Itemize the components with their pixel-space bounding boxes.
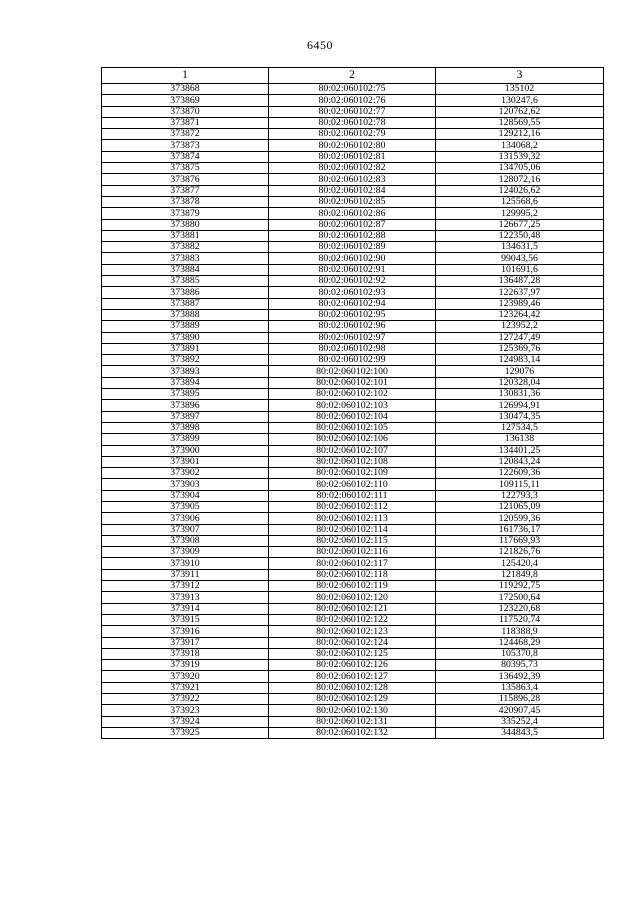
- table-row: [102, 558, 604, 569]
- cadastral-number-cell: 80:02:060102:75: [269, 84, 436, 95]
- cadastral-number-cell: 80:02:060102:132: [269, 727, 436, 738]
- value-cell: 161736,17: [436, 524, 604, 535]
- value-cell: 130831,36: [436, 389, 604, 400]
- cadastral-number-cell: 80:02:060102:125: [269, 648, 436, 659]
- column-header-2: 2: [269, 68, 436, 84]
- row-number-cell: 373907: [102, 524, 269, 535]
- table-row: [102, 490, 604, 501]
- table-row: [102, 140, 604, 151]
- row-number-cell: 373875: [102, 163, 269, 174]
- row-number-cell: 373915: [102, 614, 269, 625]
- cadastral-number-cell: 80:02:060102:109: [269, 468, 436, 479]
- table-row: [102, 648, 604, 659]
- cadastral-number-cell: 80:02:060102:124: [269, 637, 436, 648]
- table-row: [102, 389, 604, 400]
- row-number-cell: 373904: [102, 490, 269, 501]
- value-cell: 129995,2: [436, 208, 604, 219]
- table-row: [102, 321, 604, 332]
- row-number-cell: 373911: [102, 569, 269, 580]
- row-number-cell: 373909: [102, 547, 269, 558]
- row-number-cell: 373910: [102, 558, 269, 569]
- value-cell: 120843,24: [436, 456, 604, 467]
- table-row: [102, 603, 604, 614]
- row-number-cell: 373916: [102, 626, 269, 637]
- cadastral-number-cell: 80:02:060102:122: [269, 614, 436, 625]
- cadastral-number-cell: 80:02:060102:92: [269, 276, 436, 287]
- row-number-cell: 373891: [102, 343, 269, 354]
- table-row: [102, 309, 604, 320]
- row-number-cell: 373876: [102, 174, 269, 185]
- value-cell: 130474,35: [436, 411, 604, 422]
- table-row: [102, 332, 604, 343]
- cadastral-number-cell: 80:02:060102:104: [269, 411, 436, 422]
- table-row: [102, 366, 604, 377]
- table-row: [102, 581, 604, 592]
- cadastral-number-cell: 80:02:060102:96: [269, 321, 436, 332]
- row-number-cell: 373894: [102, 377, 269, 388]
- cadastral-number-cell: 80:02:060102:80: [269, 140, 436, 151]
- cadastral-number-cell: 80:02:060102:117: [269, 558, 436, 569]
- value-cell: 128072,16: [436, 174, 604, 185]
- cadastral-number-cell: 80:02:060102:110: [269, 479, 436, 490]
- cadastral-number-cell: 80:02:060102:129: [269, 694, 436, 705]
- row-number-cell: 373919: [102, 660, 269, 671]
- value-cell: 122609,36: [436, 468, 604, 479]
- value-cell: 122637,97: [436, 287, 604, 298]
- table-row: [102, 513, 604, 524]
- cadastral-number-cell: 80:02:060102:102: [269, 389, 436, 400]
- table-row: [102, 174, 604, 185]
- row-number-cell: 373917: [102, 637, 269, 648]
- value-cell: 129076: [436, 366, 604, 377]
- row-number-cell: 373896: [102, 400, 269, 411]
- row-number-cell: 373869: [102, 95, 269, 106]
- value-cell: 124026,62: [436, 185, 604, 196]
- table-row: [102, 637, 604, 648]
- value-cell: 117520,74: [436, 614, 604, 625]
- table-row: [102, 592, 604, 603]
- cadastral-number-cell: 80:02:060102:118: [269, 569, 436, 580]
- table-row: [102, 682, 604, 693]
- row-number-cell: 373886: [102, 287, 269, 298]
- table-row: [102, 219, 604, 230]
- table-row: [102, 400, 604, 411]
- table-row: [102, 377, 604, 388]
- value-cell: 136138: [436, 434, 604, 445]
- cadastral-number-cell: 80:02:060102:114: [269, 524, 436, 535]
- table-row: [102, 276, 604, 287]
- value-cell: 172500,64: [436, 592, 604, 603]
- value-cell: 119292,75: [436, 581, 604, 592]
- table-row: [102, 479, 604, 490]
- row-number-cell: 373903: [102, 479, 269, 490]
- column-header-1: 1: [102, 68, 269, 84]
- value-cell: 420907,45: [436, 705, 604, 716]
- table-row: [102, 445, 604, 456]
- table-row: [102, 264, 604, 275]
- value-cell: 121065,09: [436, 501, 604, 512]
- value-cell: 128569,55: [436, 117, 604, 128]
- cadastral-number-cell: 80:02:060102:86: [269, 208, 436, 219]
- table-row: [102, 196, 604, 207]
- row-number-cell: 373922: [102, 694, 269, 705]
- row-number-cell: 373890: [102, 332, 269, 343]
- row-number-cell: 373870: [102, 106, 269, 117]
- cadastral-number-cell: 80:02:060102:112: [269, 501, 436, 512]
- table-row: [102, 727, 604, 738]
- cadastral-number-cell: 80:02:060102:115: [269, 535, 436, 546]
- table-row: [102, 694, 604, 705]
- table-header: [102, 68, 604, 84]
- table-body: [102, 84, 604, 739]
- value-cell: 135863,4: [436, 682, 604, 693]
- cadastral-number-cell: 80:02:060102:106: [269, 434, 436, 445]
- value-cell: 121826,76: [436, 547, 604, 558]
- cadastral-number-cell: 80:02:060102:94: [269, 298, 436, 309]
- table-row: [102, 626, 604, 637]
- table-row: [102, 287, 604, 298]
- table-row: [102, 253, 604, 264]
- cadastral-number-cell: 80:02:060102:90: [269, 253, 436, 264]
- value-cell: 118388,9: [436, 626, 604, 637]
- value-cell: 134705,06: [436, 163, 604, 174]
- row-number-cell: 373892: [102, 355, 269, 366]
- value-cell: 105370,8: [436, 648, 604, 659]
- row-number-cell: 373925: [102, 727, 269, 738]
- row-number-cell: 373884: [102, 264, 269, 275]
- cadastral-number-cell: 80:02:060102:82: [269, 163, 436, 174]
- header-row: [102, 68, 604, 84]
- value-cell: 136492,39: [436, 671, 604, 682]
- value-cell: 123264,42: [436, 309, 604, 320]
- row-number-cell: 373872: [102, 129, 269, 140]
- table-row: [102, 614, 604, 625]
- value-cell: 134401,25: [436, 445, 604, 456]
- row-number-cell: 373873: [102, 140, 269, 151]
- value-cell: 127534,5: [436, 422, 604, 433]
- cadastral-number-cell: 80:02:060102:108: [269, 456, 436, 467]
- value-cell: 127247,49: [436, 332, 604, 343]
- table-row: [102, 242, 604, 253]
- row-number-cell: 373868: [102, 84, 269, 95]
- row-number-cell: 373906: [102, 513, 269, 524]
- table-row: [102, 422, 604, 433]
- row-number-cell: 373914: [102, 603, 269, 614]
- row-number-cell: 373902: [102, 468, 269, 479]
- value-cell: 134068,2: [436, 140, 604, 151]
- cadastral-number-cell: 80:02:060102:120: [269, 592, 436, 603]
- value-cell: 124983,14: [436, 355, 604, 366]
- table-row: [102, 230, 604, 241]
- table-row: [102, 117, 604, 128]
- cadastral-number-cell: 80:02:060102:130: [269, 705, 436, 716]
- cadastral-number-cell: 80:02:060102:113: [269, 513, 436, 524]
- row-number-cell: 373920: [102, 671, 269, 682]
- row-number-cell: 373874: [102, 151, 269, 162]
- cadastral-number-cell: 80:02:060102:121: [269, 603, 436, 614]
- cadastral-number-cell: 80:02:060102:77: [269, 106, 436, 117]
- value-cell: 115896,28: [436, 694, 604, 705]
- row-number-cell: 373883: [102, 253, 269, 264]
- row-number-cell: 373918: [102, 648, 269, 659]
- value-cell: 129212,16: [436, 129, 604, 140]
- cadastral-number-cell: 80:02:060102:87: [269, 219, 436, 230]
- value-cell: 109115,11: [436, 479, 604, 490]
- cadastral-number-cell: 80:02:060102:91: [269, 264, 436, 275]
- table-row: [102, 468, 604, 479]
- table-row: [102, 535, 604, 546]
- value-cell: 117669,93: [436, 535, 604, 546]
- value-cell: 120328,04: [436, 377, 604, 388]
- table-row: [102, 660, 604, 671]
- cadastral-number-cell: 80:02:060102:101: [269, 377, 436, 388]
- row-number-cell: 373898: [102, 422, 269, 433]
- value-cell: 134631,5: [436, 242, 604, 253]
- value-cell: 126994,91: [436, 400, 604, 411]
- value-cell: 123952,2: [436, 321, 604, 332]
- row-number-cell: 373923: [102, 705, 269, 716]
- value-cell: 126677,25: [436, 219, 604, 230]
- cadastral-number-cell: 80:02:060102:84: [269, 185, 436, 196]
- cadastral-number-cell: 80:02:060102:97: [269, 332, 436, 343]
- table-row: [102, 716, 604, 727]
- cadastral-number-cell: 80:02:060102:89: [269, 242, 436, 253]
- value-cell: 335252,4: [436, 716, 604, 727]
- row-number-cell: 373889: [102, 321, 269, 332]
- cadastral-number-cell: 80:02:060102:99: [269, 355, 436, 366]
- row-number-cell: 373901: [102, 456, 269, 467]
- table-row: [102, 298, 604, 309]
- value-cell: 120599,36: [436, 513, 604, 524]
- cadastral-number-cell: 80:02:060102:119: [269, 581, 436, 592]
- cadastral-number-cell: 80:02:060102:83: [269, 174, 436, 185]
- value-cell: 125568,6: [436, 196, 604, 207]
- row-number-cell: 373885: [102, 276, 269, 287]
- value-cell: 135102: [436, 84, 604, 95]
- value-cell: 344843,5: [436, 727, 604, 738]
- value-cell: 122350,48: [436, 230, 604, 241]
- table-row: [102, 355, 604, 366]
- row-number-cell: 373899: [102, 434, 269, 445]
- value-cell: 125420,4: [436, 558, 604, 569]
- value-cell: 101691,6: [436, 264, 604, 275]
- table-row: [102, 501, 604, 512]
- cadastral-number-cell: 80:02:060102:116: [269, 547, 436, 558]
- cadastral-number-cell: 80:02:060102:88: [269, 230, 436, 241]
- value-cell: 131539,32: [436, 151, 604, 162]
- table-row: [102, 84, 604, 95]
- cadastral-number-cell: 80:02:060102:95: [269, 309, 436, 320]
- value-cell: 124468,29: [436, 637, 604, 648]
- row-number-cell: 373888: [102, 309, 269, 320]
- row-number-cell: 373908: [102, 535, 269, 546]
- value-cell: 121849,8: [436, 569, 604, 580]
- value-cell: 136487,28: [436, 276, 604, 287]
- table-row: [102, 569, 604, 580]
- cadastral-number-cell: 80:02:060102:123: [269, 626, 436, 637]
- table-row: [102, 95, 604, 106]
- table-row: [102, 163, 604, 174]
- table-row: [102, 411, 604, 422]
- table-row: [102, 434, 604, 445]
- row-number-cell: 373900: [102, 445, 269, 456]
- cadastral-number-cell: 80:02:060102:78: [269, 117, 436, 128]
- value-cell: 120762,62: [436, 106, 604, 117]
- table-row: [102, 705, 604, 716]
- value-cell: 130247,6: [436, 95, 604, 106]
- cadastral-number-cell: 80:02:060102:107: [269, 445, 436, 456]
- table-row: [102, 106, 604, 117]
- row-number-cell: 373880: [102, 219, 269, 230]
- cadastral-number-cell: 80:02:060102:98: [269, 343, 436, 354]
- table-row: [102, 185, 604, 196]
- row-number-cell: 373924: [102, 716, 269, 727]
- table-row: [102, 456, 604, 467]
- cadastral-number-cell: 80:02:060102:103: [269, 400, 436, 411]
- table-row: [102, 547, 604, 558]
- table-row: [102, 343, 604, 354]
- cadastral-number-cell: 80:02:060102:111: [269, 490, 436, 501]
- cadastral-number-cell: 80:02:060102:76: [269, 95, 436, 106]
- cadastral-number-cell: 80:02:060102:81: [269, 151, 436, 162]
- row-number-cell: 373897: [102, 411, 269, 422]
- value-cell: 99043,56: [436, 253, 604, 264]
- table-row: [102, 129, 604, 140]
- cadastral-number-cell: 80:02:060102:79: [269, 129, 436, 140]
- cadastral-number-cell: 80:02:060102:128: [269, 682, 436, 693]
- table-row: [102, 208, 604, 219]
- page-number: 6450: [307, 38, 333, 52]
- value-cell: 80395,73: [436, 660, 604, 671]
- row-number-cell: 373905: [102, 501, 269, 512]
- row-number-cell: 373871: [102, 117, 269, 128]
- cadastral-number-cell: 80:02:060102:105: [269, 422, 436, 433]
- cadastral-number-cell: 80:02:060102:127: [269, 671, 436, 682]
- row-number-cell: 373878: [102, 196, 269, 207]
- row-number-cell: 373913: [102, 592, 269, 603]
- value-cell: 122793,3: [436, 490, 604, 501]
- row-number-cell: 373912: [102, 581, 269, 592]
- table-row: [102, 671, 604, 682]
- row-number-cell: 373921: [102, 682, 269, 693]
- cadastral-number-cell: 80:02:060102:126: [269, 660, 436, 671]
- value-cell: 123220,68: [436, 603, 604, 614]
- value-cell: 123989,46: [436, 298, 604, 309]
- row-number-cell: 373882: [102, 242, 269, 253]
- column-header-3: 3: [436, 68, 604, 84]
- row-number-cell: 373887: [102, 298, 269, 309]
- row-number-cell: 373895: [102, 389, 269, 400]
- row-number-cell: 373879: [102, 208, 269, 219]
- row-number-cell: 373877: [102, 185, 269, 196]
- table-row: [102, 524, 604, 535]
- row-number-cell: 373881: [102, 230, 269, 241]
- table-row: [102, 151, 604, 162]
- cadastral-number-cell: 80:02:060102:85: [269, 196, 436, 207]
- cadastral-number-cell: 80:02:060102:100: [269, 366, 436, 377]
- value-cell: 125369,76: [436, 343, 604, 354]
- data-table: [101, 67, 604, 739]
- row-number-cell: 373893: [102, 366, 269, 377]
- cadastral-number-cell: 80:02:060102:93: [269, 287, 436, 298]
- cadastral-number-cell: 80:02:060102:131: [269, 716, 436, 727]
